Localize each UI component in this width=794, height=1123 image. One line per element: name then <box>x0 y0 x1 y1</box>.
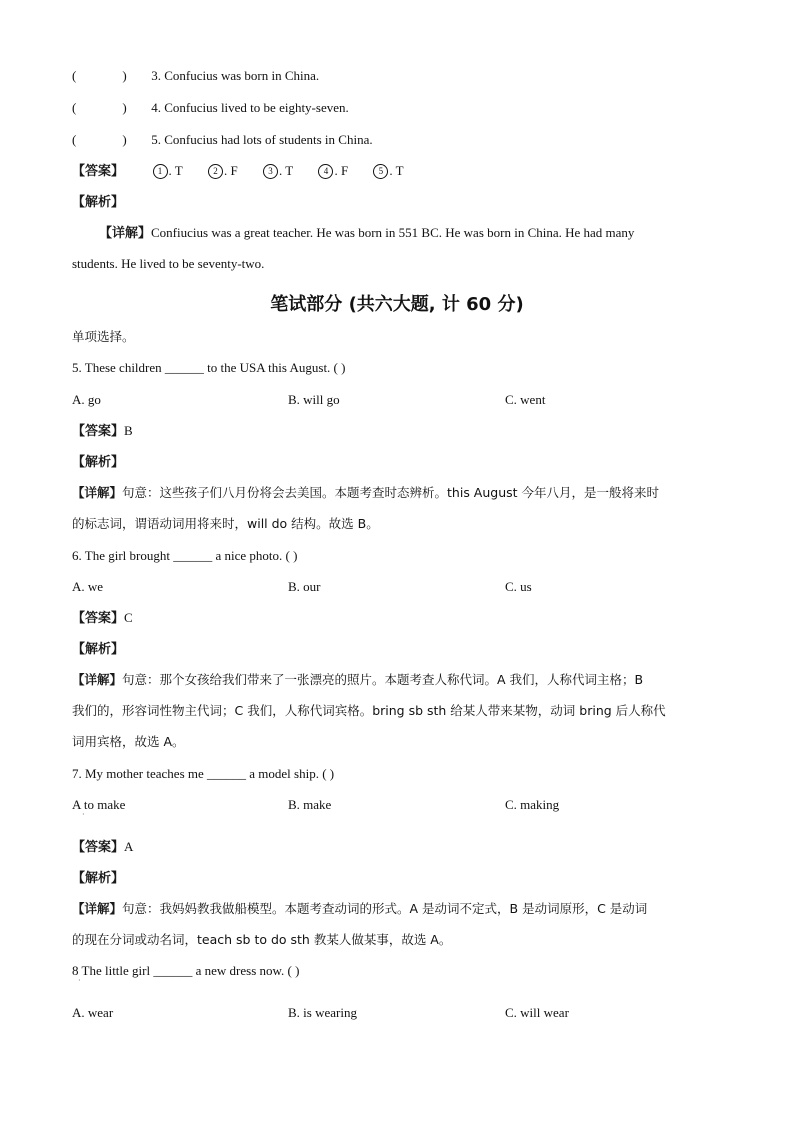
answer-value: . F <box>334 163 349 178</box>
answer-row <box>72 422 133 441</box>
option-b: B. is wearing <box>288 1005 357 1020</box>
answer-value: C <box>124 610 133 625</box>
detail-label: 【详解】 <box>72 901 123 916</box>
option-c: C. us <box>505 579 532 594</box>
option-a: A to make <box>72 797 126 812</box>
option-c: C. went <box>505 392 546 407</box>
answer-item <box>208 162 238 180</box>
answer-item <box>373 162 403 180</box>
circled-number: 1 <box>153 164 168 179</box>
close-paren: ) <box>122 132 127 147</box>
answer-value: A <box>124 839 134 854</box>
stray-dot: · <box>82 810 85 819</box>
detail-text: 句意：那个女孩给我们带来了一张漂亮的照片。本题考查人称代词。A 我们，人称代词主格；B <box>122 672 644 687</box>
tf-item <box>72 131 373 149</box>
analysis-row <box>72 453 124 472</box>
detail-row <box>72 671 643 689</box>
analysis-row <box>72 869 124 888</box>
circled-number: 4 <box>318 164 333 179</box>
answer-row <box>72 609 133 628</box>
answer-value: . T <box>389 163 404 178</box>
answer-label: 【答案】 <box>72 611 125 626</box>
answer-label: 【答案】 <box>72 424 125 439</box>
detail-text-cont: 的现在分词或动名词，teach sb to do sth 教某人做某事，故选 A。 <box>72 932 452 947</box>
question-stem: 5. These children ______ to the USA this August. ( ) <box>72 360 346 375</box>
open-paren: ( <box>72 100 77 115</box>
detail-label: 【详解】 <box>72 672 123 687</box>
tf-item <box>72 99 349 117</box>
answer-row <box>72 838 133 857</box>
option-a: A. wear <box>72 1005 114 1020</box>
question-stem: 7. My mother teaches me ______ a model ship. ( ) <box>72 766 335 781</box>
section-subtitle: 单项选择。 <box>72 329 135 344</box>
section-title: 笔试部分 (共六大题, 计 60 分) <box>270 294 524 315</box>
analysis-row <box>72 640 124 659</box>
answer-value: . F <box>223 163 238 178</box>
question-stem: 8 The little girl ______ a new dress now. ( ) <box>72 963 300 978</box>
tf-item <box>72 67 319 85</box>
option-b: B. our <box>288 579 321 594</box>
open-paren: ( <box>72 68 77 83</box>
detail-text-cont: 我们的，形容词性物主代词；C 我们，人称代词宾格。bring sb sth 给某人带来某物，动词 bring 后人称代 <box>72 703 666 718</box>
option-b: B. will go <box>288 392 340 407</box>
question-stem: 6. The girl brought ______ a nice photo. ( ) <box>72 548 298 563</box>
detail-text-cont: students. He lived to be seventy-two. <box>72 256 265 271</box>
detail-text-cont: 的标志词，谓语动词用将来时，will do 结构。故选 B。 <box>72 516 379 531</box>
tf-item-text: 5. Confucius had lots of students in China. <box>151 132 373 147</box>
answer-value: B <box>124 423 133 438</box>
answer-item <box>263 162 293 180</box>
option-c: C. making <box>505 797 560 812</box>
tf-answer-row <box>72 162 426 181</box>
circled-number: 5 <box>373 164 388 179</box>
answer-label: 【答案】 <box>72 164 125 179</box>
detail-text: 句意：我妈妈教我做船模型。本题考查动词的形式。A 是动词不定式，B 是动词原形，C 是动词 <box>122 901 648 916</box>
answer-label: 【答案】 <box>72 840 125 855</box>
circled-number: 3 <box>263 164 278 179</box>
detail-text: Confiucius was a great teacher. He was born in 551 BC. He was born in China. He had many <box>151 225 635 240</box>
open-paren: ( <box>72 132 77 147</box>
option-a: A. go <box>72 392 101 407</box>
circled-number: 2 <box>208 164 223 179</box>
tf-item-text: 4. Confucius lived to be eighty-seven. <box>151 100 349 115</box>
analysis-label: 【解析】 <box>72 871 125 886</box>
answer-item <box>318 162 348 180</box>
answer-item <box>153 162 183 180</box>
analysis-label: 【解析】 <box>72 455 125 470</box>
answer-value: . T <box>278 163 294 178</box>
stray-dot: · <box>78 976 81 985</box>
detail-label: 【详解】 <box>72 485 123 500</box>
analysis-label: 【解析】 <box>72 195 125 210</box>
option-c: C. will wear <box>505 1005 569 1020</box>
detail-row <box>99 224 634 243</box>
option-b: B. make <box>288 797 332 812</box>
tf-item-text: 3. Confucius was born in China. <box>151 68 320 83</box>
detail-row <box>72 484 659 502</box>
option-a: A. we <box>72 579 104 594</box>
answer-value: . T <box>168 163 183 178</box>
analysis-row <box>72 193 124 212</box>
detail-text: 句意：这些孩子们八月份将会去美国。本题考查时态辨析。this August 今年八月，是一般将来时 <box>122 485 660 500</box>
close-paren: ) <box>122 68 127 83</box>
detail-label: 【详解】 <box>99 226 152 241</box>
close-paren: ) <box>122 100 127 115</box>
detail-row <box>72 900 647 918</box>
detail-text-cont: 词用宾格，故选 A。 <box>72 734 185 749</box>
analysis-label: 【解析】 <box>72 642 125 657</box>
